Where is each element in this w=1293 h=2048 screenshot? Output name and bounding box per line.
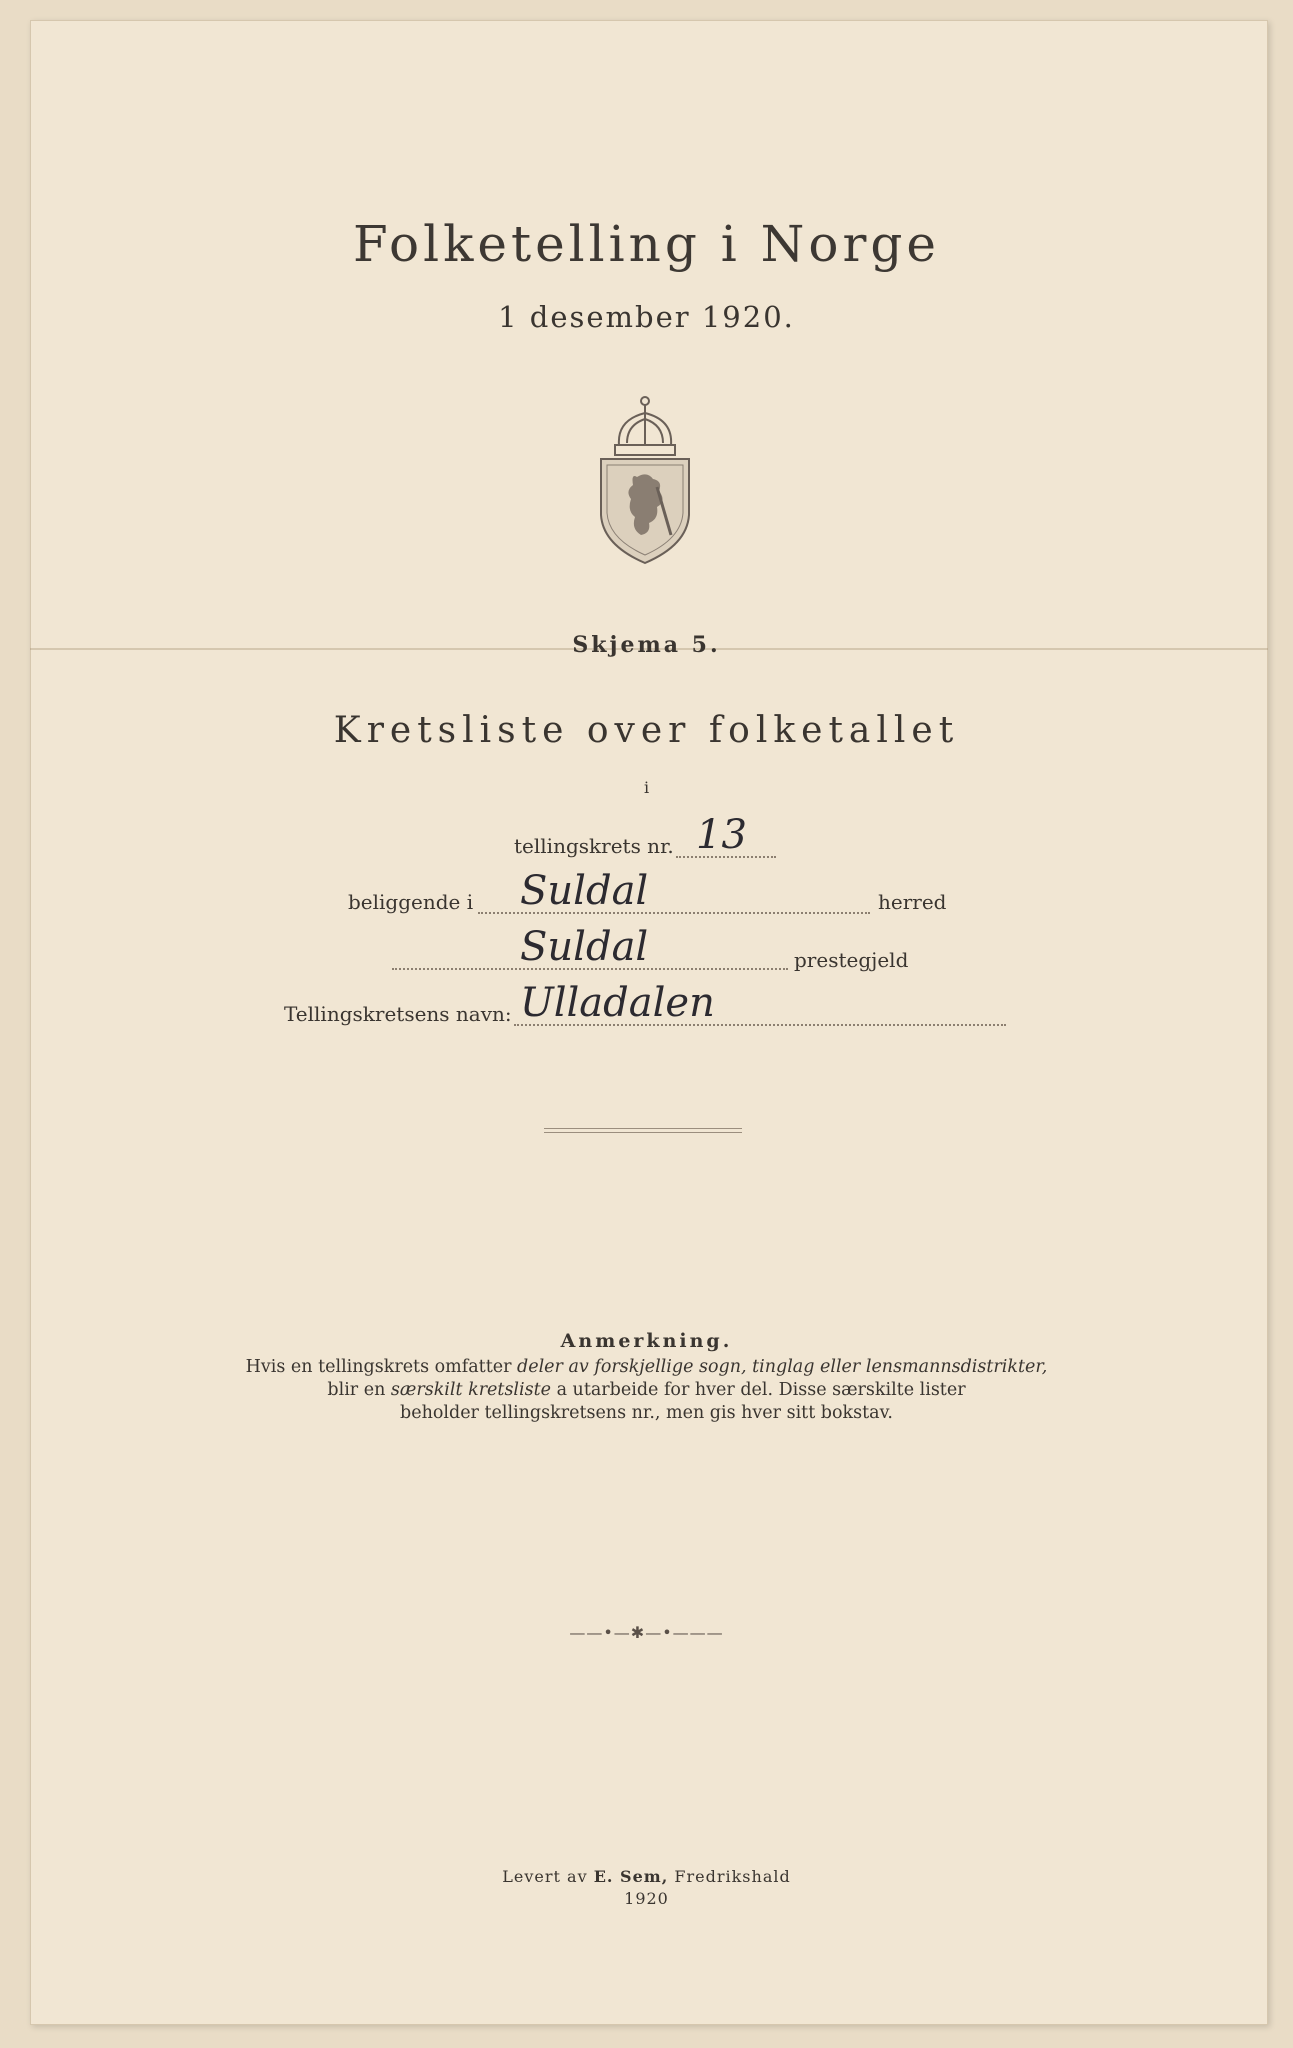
preposition-i: i [643, 778, 650, 797]
note-text [0, 1356, 1293, 1425]
norwegian-coat-of-arms-icon [597, 395, 693, 565]
note-line-2: blir en særskilt kretsliste a utarbeide for hver del. Disse særskilte lister [327, 1380, 966, 1400]
document-title: Folketelling i Norge [353, 215, 940, 273]
district-number-label: tellingskrets nr. [514, 834, 674, 858]
separator-rule [544, 1128, 742, 1133]
census-date: 1 desember 1920. [498, 300, 795, 334]
parish-value: Suldal [520, 924, 649, 970]
note-line-3: beholder tellingskretsens nr., men gis hver sitt bokstav. [400, 1403, 893, 1423]
note-title: Anmerkning. [560, 1330, 733, 1352]
printer-year: 1920 [624, 1889, 669, 1908]
printer-imprint: Levert av E. Sem, Fredrikshald 1920 [0, 1866, 1293, 1910]
district-number-value: 13 [696, 812, 747, 858]
municipality-suffix: herred [878, 890, 947, 914]
parish-suffix: prestegjeld [794, 948, 909, 972]
located-label: beliggende i [348, 890, 474, 914]
district-name-value: Ulladalen [520, 980, 715, 1026]
form-heading: Kretsliste over folketallet [333, 710, 960, 751]
schema-label: Skjema 5. [572, 632, 721, 658]
municipality-value: Suldal [520, 868, 649, 914]
ornament-divider: ——•—✱—•——— [569, 1623, 724, 1642]
note-line-1: Hvis en tellingskrets omfatter deler av forskjellige sogn, tinglag eller lensmannsdistrikter, [245, 1357, 1048, 1377]
district-name-label: Tellingskretsens navn: [284, 1002, 512, 1026]
